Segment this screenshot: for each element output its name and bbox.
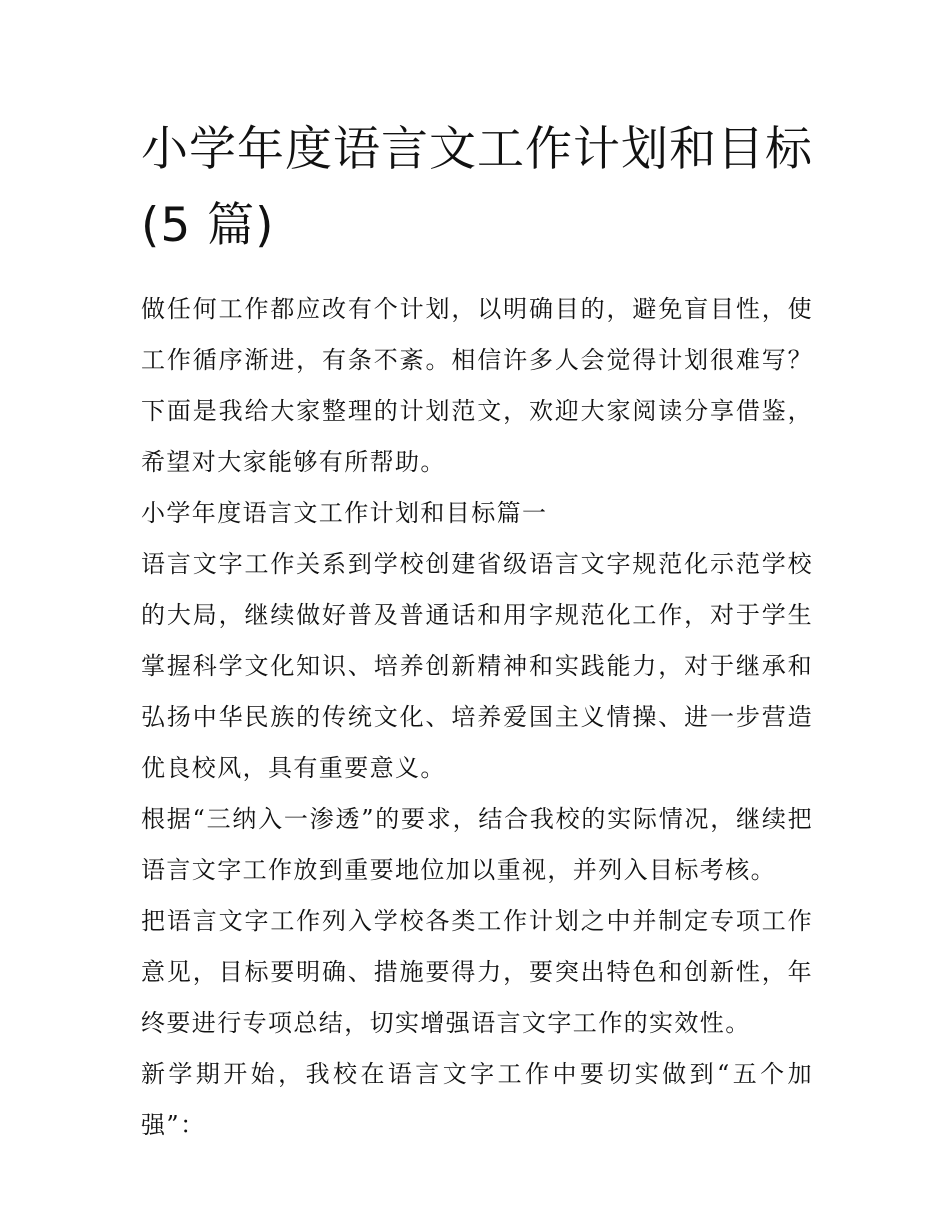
document-body — [141, 112, 813, 1151]
body-paragraph: 根据“三纳入一渗透”的要求，结合我校的实际情况，继续把语言文字工作放到重要地位加以重视，并列入目标考核。 — [141, 805, 813, 884]
body-paragraph: 新学期开始，我校在语言文字工作中要切实做到“五个加强”： — [141, 1060, 813, 1139]
section-heading: 小学年度语言文工作计划和目标篇一 — [141, 499, 548, 527]
document-title: 小学年度语言文工作计划和目标(5 篇) — [141, 122, 813, 253]
intro-paragraph: 做任何工作都应改有个计划，以明确目的，避免盲目性，使工作循序渐进，有条不紊。相信许多人会觉得计划很难写？下面是我给大家整理的计划范文，欢迎大家阅读分享借鉴，希望对大家能够有所帮助。 — [141, 295, 813, 476]
body-paragraph: 语言文字工作关系到学校创建省级语言文字规范化示范学校的大局，继续做好普及普通话和用字规范化工作，对于学生掌握科学文化知识、培养创新精神和实践能力，对于继承和弘扬中华民族的传统文化、培养爱国主义情操、进一步营造优良校风，具有重要意义。 — [141, 550, 813, 782]
body-paragraph: 把语言文字工作列入学校各类工作计划之中并制定专项工作意见，目标要明确、措施要得力，要突出特色和创新性，年终要进行专项总结，切实增强语言文字工作的实效性。 — [141, 907, 813, 1037]
